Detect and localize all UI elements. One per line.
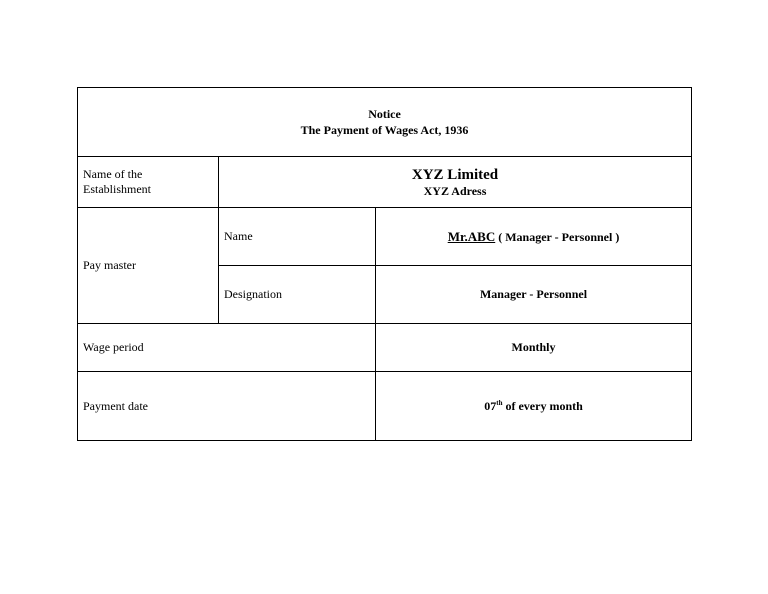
paymaster-name-cell	[376, 208, 692, 266]
notice-heading: Notice	[368, 107, 401, 121]
payment-day-suffix: th	[496, 398, 503, 407]
paymaster-name-row	[78, 208, 692, 266]
establishment-name: XYZ Limited	[411, 166, 499, 183]
payment-date-row	[78, 372, 692, 441]
wage-period-label: Wage period	[78, 324, 376, 372]
payment-date-label: Payment date	[78, 372, 376, 441]
establishment-row	[78, 157, 692, 208]
designation-label: Designation	[219, 266, 376, 324]
title-row	[78, 88, 692, 157]
paymaster-label: Pay master	[78, 208, 219, 324]
wage-period-value: Monthly	[376, 324, 692, 372]
establishment-label: Name of the Establishment	[78, 157, 219, 208]
paymaster-name-role: ( Manager - Personnel )	[495, 229, 620, 244]
payment-day: 07	[484, 398, 497, 413]
payment-date-rest: of every month	[502, 398, 583, 413]
paymaster-name-label: Name	[219, 208, 376, 266]
paymaster-name-value: Mr.ABC	[447, 228, 496, 244]
wages-notice-table	[77, 87, 692, 441]
notice-act-title: The Payment of Wages Act, 1936	[300, 123, 469, 137]
wage-period-row	[78, 324, 692, 372]
establishment-value-cell	[219, 157, 692, 208]
establishment-address: XYZ Adress	[423, 183, 487, 198]
notice-title-cell	[78, 88, 692, 157]
payment-date-value	[376, 372, 692, 441]
designation-value: Manager - Personnel	[376, 266, 692, 324]
